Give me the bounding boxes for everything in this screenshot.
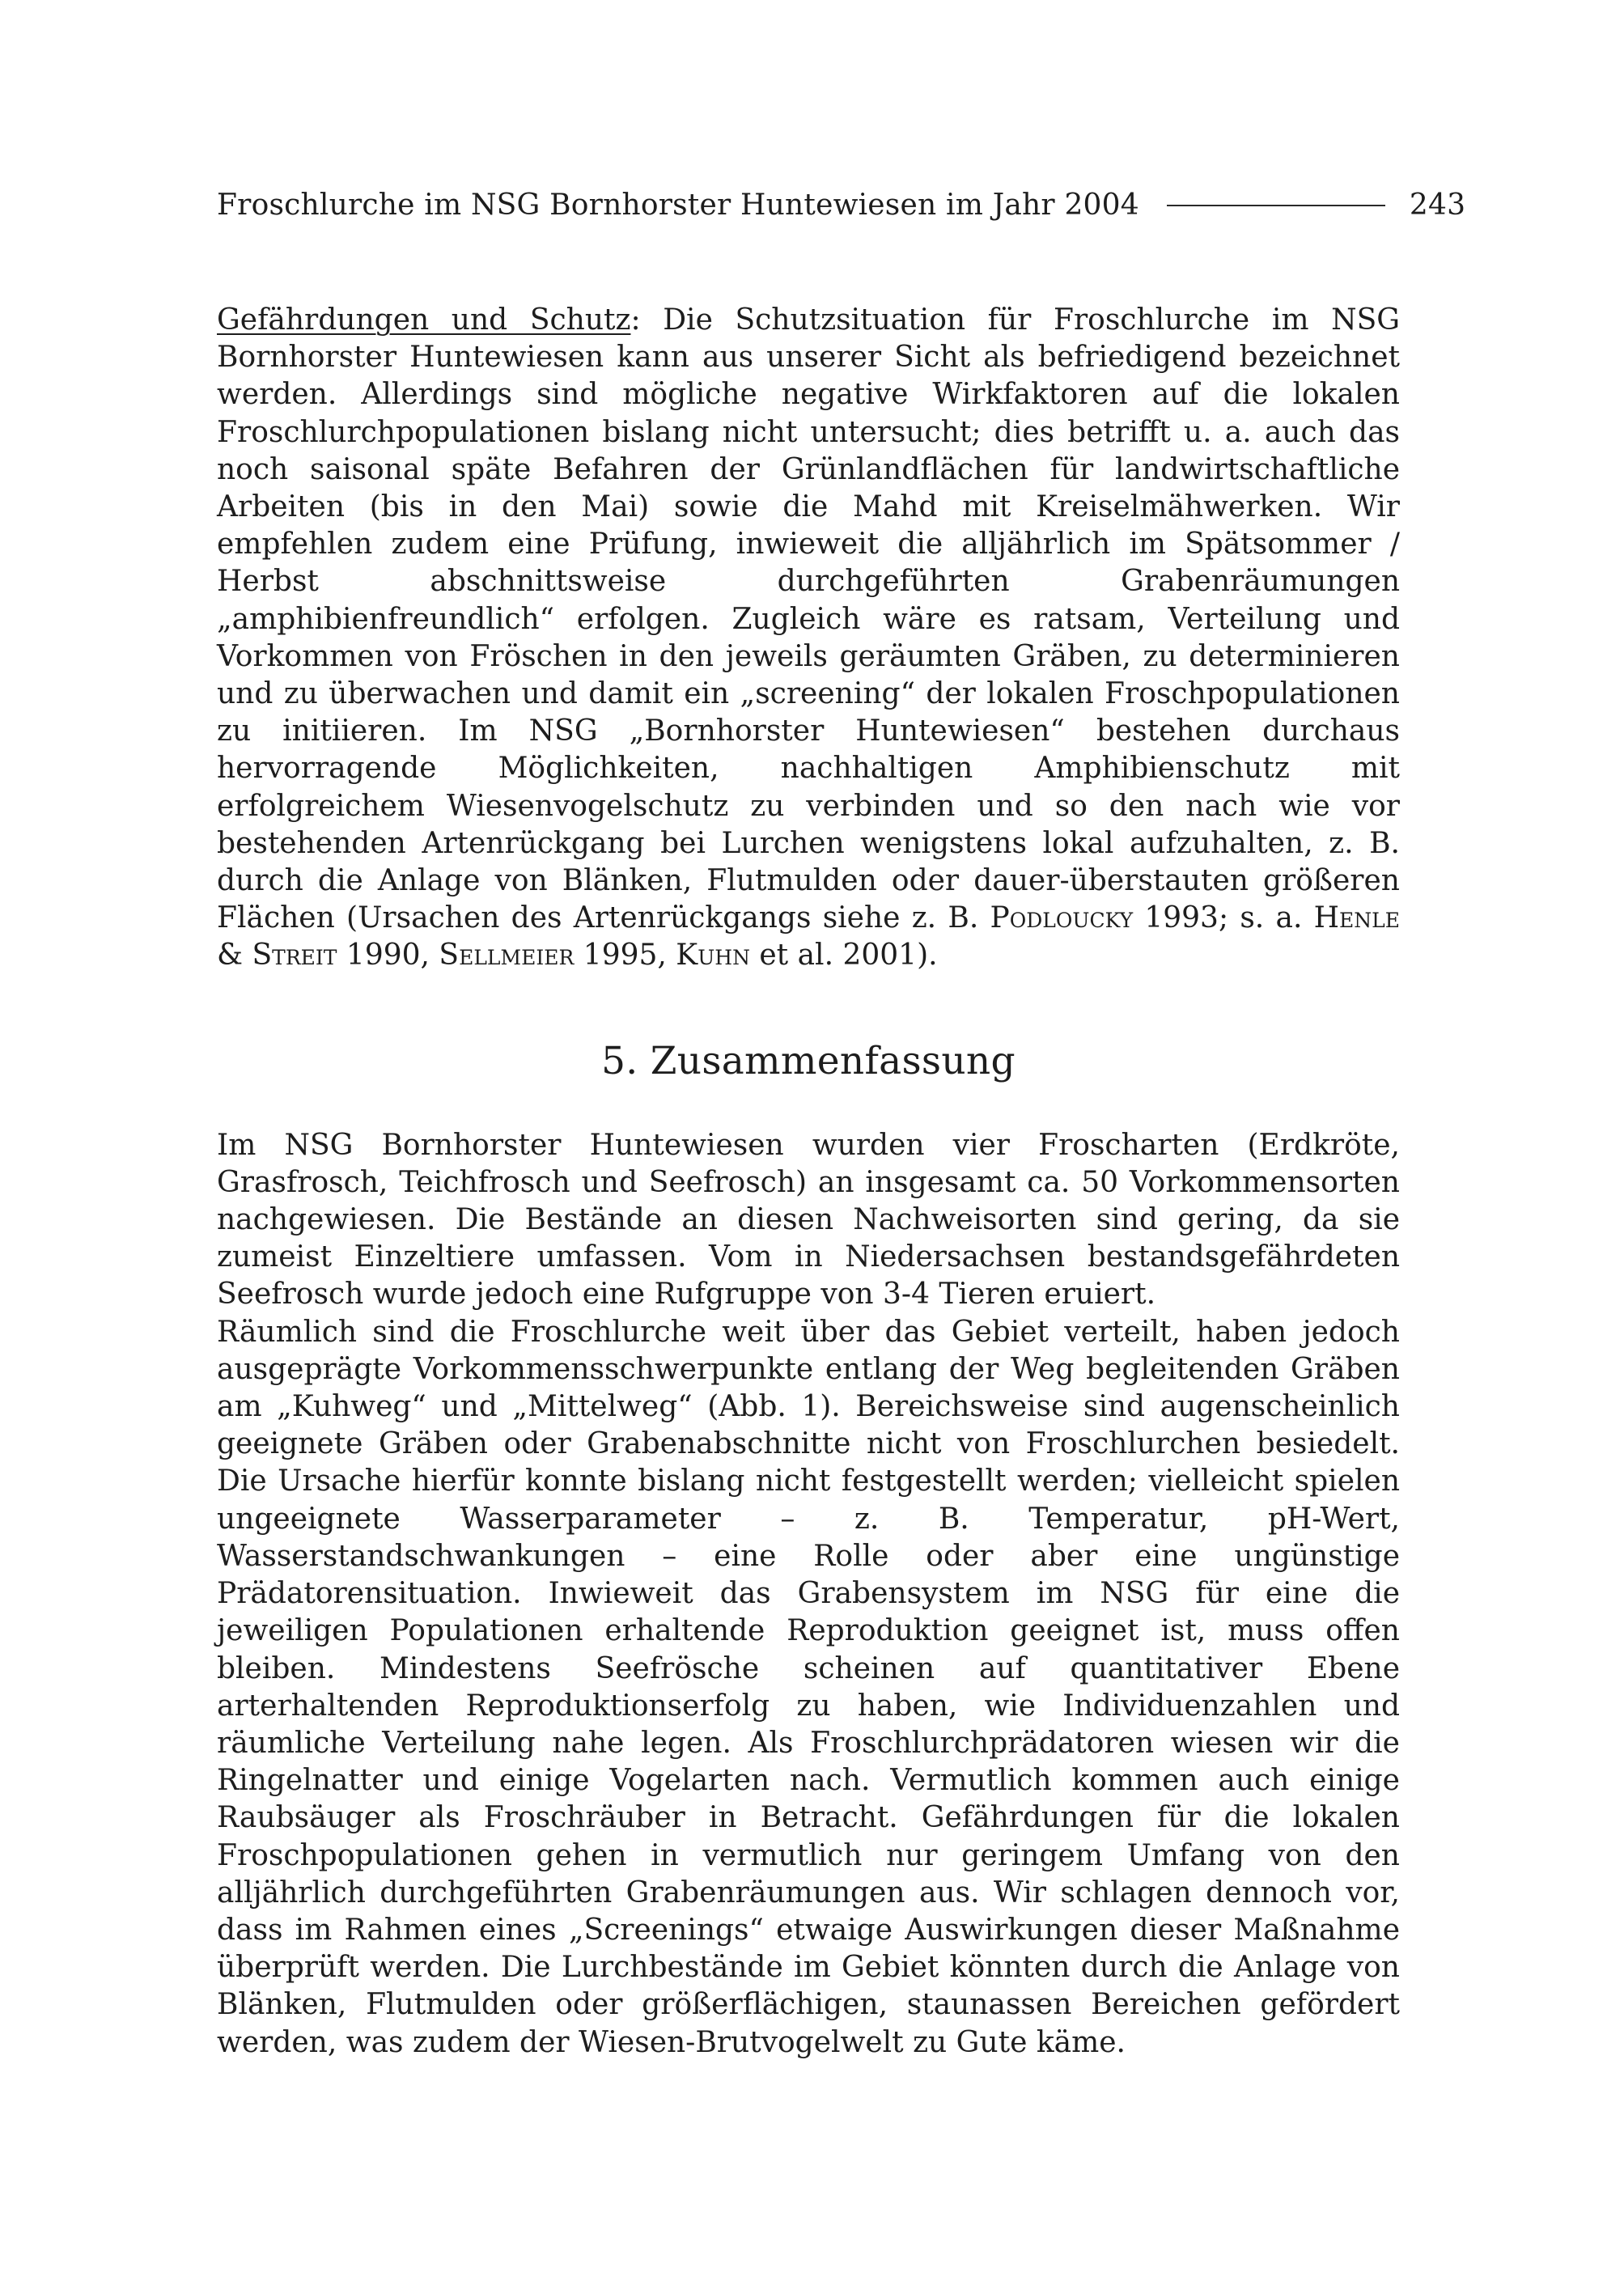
reference-detail: 1993; s. a. xyxy=(1133,901,1314,935)
reference-author: Podloucky xyxy=(990,901,1134,935)
reference-author: Streit xyxy=(252,939,337,973)
reference-detail: 1990, xyxy=(337,939,439,973)
running-header xyxy=(217,188,1466,223)
reference-detail: 1995, xyxy=(574,939,676,973)
reference-author: Henle xyxy=(1313,901,1400,935)
lead-term: Gefährdungen und Schutz xyxy=(217,303,631,337)
threats-protection-paragraph xyxy=(217,302,1400,975)
reference-author: Kuhn xyxy=(676,939,750,973)
reference-detail: & xyxy=(217,939,252,973)
paragraph-body: Die Schutzsituation für Froschlurche im NSG Bornhorster Huntewiesen kann aus unserer Sicht als befriedigend bezeichnet werden. Allerdings sind mögliche negative Wirkfaktoren auf die lokalen Froschlurchpopulationen bislang nicht untersucht; dies betrifft u. a. auch das noch saisonal späte Befahren der Grünlandflächen für landwirtschaftliche Arbeiten (bis in den Mai) sowie die Mahd mit Kreiselmähwerken. Wir empfehlen zudem eine Prüfung, inwieweit die alljährlich im Spätsommer / Herbst abschnittsweise durchgeführten Grabenräumungen „amphibienfreundlich“ erfolgen. Zugleich wäre es ratsam, Verteilung und Vorkommen von Fröschen in den jeweils geräumten Gräben, zu determinieren und zu überwachen und damit ein „screening“ der lokalen Froschpopulationen zu initiieren. Im NSG „Bornhorster Huntewiesen“ bestehen durchaus hervorragende Möglichkeiten, nachhaltigen Amphibienschutz mit erfolgreichem Wiesenvogelschutz zu verbinden und so den nach wie vor bestehenden Artenrückgang bei Lurchen wenigstens lokal aufzuhalten, z. B. durch die Anlage von Blänken, Flutmulden oder dauer-überstauten größeren Flächen (Ursachen des Artenrückgangs siehe z. B. xyxy=(217,303,1400,935)
document-page xyxy=(217,188,1466,2062)
summary-paragraph-1: Im NSG Bornhorster Huntewiesen wurden vier Froscharten (Erdkröte, Grasfrosch, Teichfrosch und Seefrosch) an insgesamt ca. 50 Vorkommensorten nachgewiesen. Die Bestände an diesen Nachweisorten sind gering, da sie zumeist Einzeltiere umfassen. Vom in Niedersachsen bestandsgefährdeten Seefrosch wurde jedoch eine Rufgruppe von 3-4 Tieren eruiert. xyxy=(217,1128,1400,1312)
reference-detail: et al. 2001). xyxy=(749,939,938,973)
section-heading: 5. Zusammenfassung xyxy=(601,1038,1016,1083)
reference-author: Sellmeier xyxy=(439,939,575,973)
running-title: Froschlurche im NSG Bornhorster Huntewiesen im Jahr 2004 xyxy=(217,189,1139,222)
summary-paragraph-2: Räumlich sind die Froschlurche weit über das Gebiet verteilt, haben jedoch ausgeprägte Vorkommensschwerpunkte entlang der Weg begleitenden Gräben am „Kuhweg“ und „Mittelweg“ (Abb. 1). Bereichsweise sind augenscheinlich geeignete Gräben oder Grabenabschnitte nicht von Froschlurchen besiedelt. Die Ursache hierfür konnte bislang nicht festgestellt werden; vielleicht spielen ungeeignete Wasserparameter – z. B. Temperatur, pH-Wert, Wasserstandschwankungen – eine Rolle oder aber eine ungünstige Prädatorensituation. Inwieweit das Grabensystem im NSG für eine die jeweiligen Populationen erhaltende Reproduktion geeignet ist, muss offen bleiben. Mindestens Seefrösche scheinen auf quantitativer Ebene arterhaltenden Reproduktionserfolg zu haben, wie Individuenzahlen und räumliche Verteilung nahe legen. Als Froschlurchprädatoren wiesen wir die Ringelnatter und einige Vogelarten nach. Vermutlich kommen auch einige Raubsäuger als Froschräuber in Betracht. Gefährdungen für die lokalen Froschpopulationen gehen in vermutlich nur geringem Umfang von den alljährlich durchgeführten Grabenräumungen aus. Wir schlagen dennoch vor, dass im Rahmen eines „Screenings“ etwaige Auswirkungen dieser Maßnahme überprüft werden. Die Lurchbestände im Gebiet könnten durch die Anlage von Blänken, Flutmulden oder größerflächigen, staunassen Bereichen gefördert werden, was zudem der Wiesen-Brutvogelwelt zu Gute käme. xyxy=(217,1315,1400,2059)
lead-separator: : xyxy=(630,303,641,337)
header-rule xyxy=(1167,205,1385,206)
page-number: 243 xyxy=(1409,189,1466,222)
